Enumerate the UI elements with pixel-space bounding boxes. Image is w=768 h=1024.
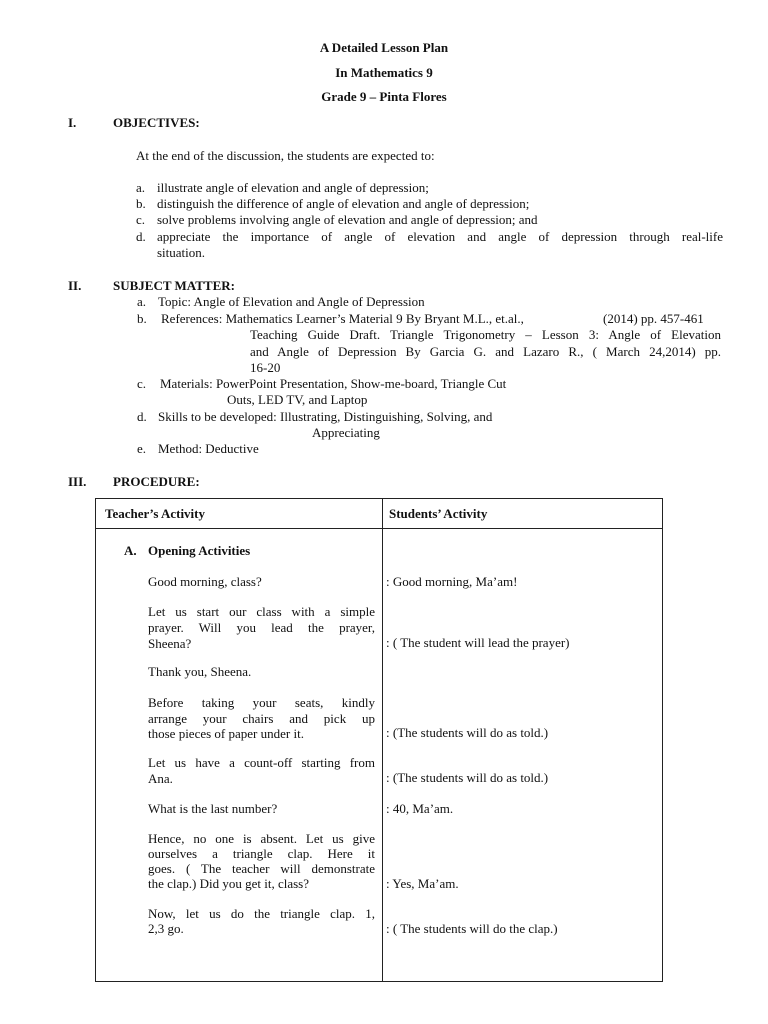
- topic-line: Topic: Angle of Elevation and Angle of Depression: [158, 294, 425, 309]
- references-line: and Angle of Depression By Garcia G. and Lazaro R., ( March 24,2014) pp.: [250, 344, 721, 359]
- materials-line: Materials: PowerPoint Presentation, Show-me-board, Triangle Cut: [160, 376, 507, 391]
- teacher-line: goes. ( The teacher will demonstrate: [148, 861, 375, 876]
- subject-matter-marker: d.: [137, 409, 147, 424]
- references-line: References: Mathematics Learner’s Material 9 By Bryant M.L., et.al.,: [161, 311, 524, 326]
- teacher-line: Hence, no one is absent. Let us give: [148, 831, 375, 846]
- objective-item: distinguish the difference of angle of elevation and angle of depression;: [157, 196, 530, 211]
- method-line: Method: Deductive: [158, 441, 259, 456]
- skills-line: Skills to be developed: Illustrating, Distinguishing, Solving, and: [158, 409, 493, 424]
- teacher-line: those pieces of paper under it.: [148, 726, 304, 741]
- teacher-line: ourselves a triangle clap. Here it: [148, 846, 375, 861]
- objective-marker: c.: [136, 212, 146, 227]
- subject-matter-heading: SUBJECT MATTER:: [113, 278, 235, 293]
- table-column-divider: [382, 499, 383, 981]
- subject-matter-marker: e.: [137, 441, 147, 456]
- teacher-line: What is the last number?: [148, 801, 278, 816]
- teacher-line: Good morning, class?: [148, 574, 262, 589]
- references-line-pages: (2014) pp. 457-461: [603, 311, 704, 326]
- document-subject: In Mathematics 9: [335, 65, 433, 80]
- references-line: Teaching Guide Draft. Triangle Trigonometry – Lesson 3: Angle of Elevation: [250, 327, 721, 342]
- teacher-line: Let us start our class with a simple: [148, 604, 375, 619]
- materials-line: Outs, LED TV, and Laptop: [227, 392, 368, 407]
- teacher-line: the clap.) Did you get it, class?: [148, 876, 310, 891]
- student-response: : Good morning, Ma’am!: [386, 574, 518, 589]
- subject-matter-marker: b.: [137, 311, 147, 326]
- table-header-divider: [96, 528, 662, 529]
- student-response: : (The students will do as told.): [386, 725, 549, 740]
- teacher-line: Before taking your seats, kindly: [148, 695, 375, 710]
- teacher-line: Ana.: [148, 771, 173, 786]
- student-response: : (The students will do as told.): [386, 770, 549, 785]
- teacher-activity-header: Teacher’s Activity: [105, 506, 206, 521]
- objective-item: appreciate the importance of angle of elevation and angle of depression through real-life: [157, 229, 723, 244]
- teacher-line: arrange your chairs and pick up: [148, 711, 375, 726]
- objectives-numeral: I.: [68, 115, 77, 130]
- teacher-line: 2,3 go.: [148, 921, 184, 936]
- objective-marker: a.: [136, 180, 146, 195]
- student-response: : Yes, Ma’am.: [386, 876, 459, 891]
- section-title: Opening Activities: [148, 543, 251, 558]
- document-title: A Detailed Lesson Plan: [319, 40, 449, 55]
- subject-matter-marker: c.: [137, 376, 147, 391]
- objectives-heading: OBJECTIVES:: [113, 115, 200, 130]
- section-marker: A.: [124, 543, 137, 558]
- references-line: 16-20: [250, 360, 281, 375]
- teacher-line: Sheena?: [148, 636, 192, 651]
- teacher-line: Let us have a count-off starting from: [148, 755, 375, 770]
- teacher-line: prayer. Will you lead the prayer,: [148, 620, 375, 635]
- procedure-table: [95, 498, 663, 982]
- procedure-heading: PROCEDURE:: [113, 474, 200, 489]
- objective-item-continued: situation.: [157, 245, 206, 260]
- objective-item: solve problems involving angle of elevation and angle of depression; and: [157, 212, 538, 227]
- objective-item: illustrate angle of elevation and angle of depression;: [157, 180, 429, 195]
- objective-marker: d.: [136, 229, 146, 244]
- subject-matter-numeral: II.: [68, 278, 82, 293]
- student-response: : 40, Ma’am.: [386, 801, 454, 816]
- student-response: : ( The students will do the clap.): [386, 921, 558, 936]
- students-activity-header: Students’ Activity: [389, 506, 488, 521]
- procedure-numeral: III.: [68, 474, 87, 489]
- document-grade: Grade 9 – Pinta Flores: [321, 89, 447, 104]
- subject-matter-marker: a.: [137, 294, 147, 309]
- teacher-line: Thank you, Sheena.: [148, 664, 252, 679]
- student-response: : ( The student will lead the prayer): [386, 635, 570, 650]
- objective-marker: b.: [136, 196, 146, 211]
- teacher-line: Now, let us do the triangle clap. 1,: [148, 906, 375, 921]
- objectives-intro: At the end of the discussion, the students are expected to:: [136, 148, 435, 163]
- skills-line: Appreciating: [312, 425, 380, 440]
